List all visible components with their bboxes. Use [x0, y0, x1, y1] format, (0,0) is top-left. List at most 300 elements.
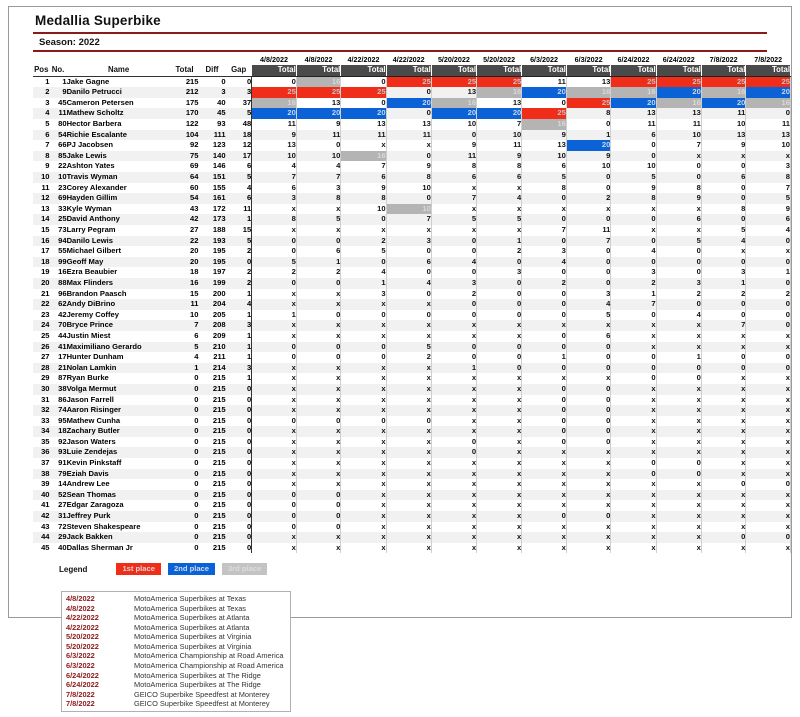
cell-event-points: 9	[746, 204, 791, 215]
cell-rider-name: Nolan Lamkin	[67, 363, 171, 374]
cell-event-points: 0	[522, 384, 567, 395]
cell-event-points: 0	[386, 87, 431, 98]
cell-total: 104	[171, 130, 199, 141]
cell-gap: 0	[226, 511, 252, 522]
cell-event-points: x	[431, 511, 476, 522]
cell-event-points: 0	[746, 479, 791, 490]
cell-gap: 0	[226, 522, 252, 533]
table-row[interactable]	[33, 469, 791, 480]
table-row[interactable]	[33, 458, 791, 469]
cell-event-points: x	[341, 426, 386, 437]
table-row[interactable]	[33, 151, 791, 162]
column-header-gap: Gap	[226, 65, 252, 76]
cell-gap: 1	[226, 331, 252, 342]
cell-event-points: x	[296, 384, 341, 395]
cell-rider-name: Justin Miest	[67, 331, 171, 342]
cell-event-points: x	[252, 225, 297, 236]
table-row[interactable]	[33, 87, 791, 98]
cell-event-points: 13	[522, 140, 567, 151]
cell-event-points: 1	[431, 363, 476, 374]
cell-event-points: 3	[611, 267, 656, 278]
list-item	[62, 671, 290, 681]
cell-event-points: x	[746, 522, 791, 533]
cell-event-points: 7	[386, 214, 431, 225]
cell-event-points: x	[341, 447, 386, 458]
cell-diff: 204	[199, 299, 226, 310]
cell-event-points: 6	[522, 161, 567, 172]
table-row[interactable]	[33, 426, 791, 437]
cell-event-points: 0	[656, 257, 701, 268]
table-row[interactable]	[33, 236, 791, 247]
cell-event-points: x	[701, 151, 746, 162]
column-header-name: Name	[67, 65, 171, 76]
cell-event-points: 11	[746, 119, 791, 130]
cell-event-points: 0	[341, 257, 386, 268]
event-name: GEICO Superbike Speedfest at Monterey	[134, 699, 270, 709]
cell-event-points: 16	[522, 119, 567, 130]
cell-event-points: 6	[611, 130, 656, 141]
cell-position: 2	[33, 87, 50, 98]
table-row[interactable]	[33, 119, 791, 130]
cell-rider-number: 11	[50, 108, 67, 119]
cell-event-points: 25	[611, 76, 656, 87]
cell-gap: 0	[226, 458, 252, 469]
cell-event-points: 9	[477, 151, 522, 162]
list-item	[62, 613, 290, 623]
table-row[interactable]	[33, 257, 791, 268]
cell-event-points: 16	[701, 87, 746, 98]
cell-event-points: 0	[746, 108, 791, 119]
cell-event-points: x	[701, 405, 746, 416]
cell-event-points: 10	[252, 151, 297, 162]
cell-rider-name: Hunter Dunham	[67, 352, 171, 363]
cell-event-points: x	[431, 331, 476, 342]
cell-position: 36	[33, 447, 50, 458]
cell-total: 10	[171, 310, 199, 321]
cell-event-points: 0	[252, 490, 297, 501]
cell-event-points: x	[341, 458, 386, 469]
cell-gap: 4	[226, 299, 252, 310]
cell-diff: 211	[199, 352, 226, 363]
cell-total: 0	[171, 490, 199, 501]
cell-event-points: 0	[701, 183, 746, 194]
cell-position: 21	[33, 289, 50, 300]
cell-event-points: 1	[701, 278, 746, 289]
cell-event-points: x	[477, 447, 522, 458]
cell-event-points: 0	[296, 140, 341, 151]
cell-rider-number: 92	[50, 437, 67, 448]
table-row[interactable]	[33, 278, 791, 289]
cell-event-points: 7	[431, 193, 476, 204]
cell-event-points: x	[746, 342, 791, 353]
cell-rider-name: Mathew Scholtz	[67, 108, 171, 119]
table-row[interactable]	[33, 405, 791, 416]
cell-event-points: x	[522, 500, 567, 511]
cell-gap: 2	[226, 278, 252, 289]
table-row[interactable]	[33, 140, 791, 151]
cell-position: 31	[33, 395, 50, 406]
cell-event-points: x	[296, 447, 341, 458]
cell-event-points: 13	[386, 119, 431, 130]
cell-total: 75	[171, 151, 199, 162]
cell-rider-name: Jason Farrell	[67, 395, 171, 406]
cell-event-points: 2	[477, 246, 522, 257]
table-row[interactable]	[33, 193, 791, 204]
cell-event-points: 0	[566, 405, 611, 416]
cell-total: 0	[171, 522, 199, 533]
cell-event-points: 11	[252, 119, 297, 130]
cell-rider-number: 94	[50, 236, 67, 247]
cell-rider-number: 85	[50, 151, 67, 162]
cell-event-points: 6	[341, 172, 386, 183]
cell-total: 0	[171, 458, 199, 469]
cell-event-points: 0	[656, 246, 701, 257]
cell-event-points: 13	[611, 108, 656, 119]
cell-event-points: x	[477, 437, 522, 448]
cell-position: 7	[33, 140, 50, 151]
cell-event-points: 1	[522, 352, 567, 363]
cell-event-points: 0	[656, 161, 701, 172]
cell-position: 16	[33, 236, 50, 247]
cell-event-points: 0	[522, 426, 567, 437]
cell-event-points: x	[252, 479, 297, 490]
cell-gap: 6	[226, 193, 252, 204]
cell-event-points: 0	[522, 310, 567, 321]
cell-event-points: x	[386, 363, 431, 374]
cell-event-points: 2	[611, 278, 656, 289]
cell-event-points: x	[522, 532, 567, 543]
table-row[interactable]	[33, 289, 791, 300]
cell-rider-name: Max Flinders	[67, 278, 171, 289]
cell-gap: 0	[226, 469, 252, 480]
cell-event-points: 0	[477, 289, 522, 300]
cell-event-points: x	[431, 543, 476, 554]
cell-event-points: x	[252, 384, 297, 395]
cell-event-points: x	[522, 447, 567, 458]
table-row[interactable]	[33, 98, 791, 109]
cell-position: 37	[33, 458, 50, 469]
cell-event-points: x	[252, 437, 297, 448]
cell-event-points: 1	[656, 352, 701, 363]
cell-event-points: x	[341, 405, 386, 416]
cell-rider-name: Andy DiBrino	[67, 299, 171, 310]
cell-event-points: x	[477, 543, 522, 554]
cell-event-points: x	[431, 469, 476, 480]
cell-event-points: x	[656, 522, 701, 533]
cell-event-points: 7	[656, 140, 701, 151]
table-row[interactable]	[33, 214, 791, 225]
table-row[interactable]	[33, 522, 791, 533]
cell-total: 215	[171, 76, 199, 87]
cell-position: 14	[33, 214, 50, 225]
cell-event-points: 0	[611, 363, 656, 374]
cell-rider-name: Kevin Pinkstaff	[67, 458, 171, 469]
cell-total: 69	[171, 161, 199, 172]
cell-diff: 111	[199, 130, 226, 141]
cell-event-points: x	[386, 522, 431, 533]
table-row[interactable]	[33, 320, 791, 331]
cell-event-points: 0	[611, 310, 656, 321]
table-row[interactable]	[33, 267, 791, 278]
cell-rider-name: Jake Lewis	[67, 151, 171, 162]
cell-event-points: 25	[477, 76, 522, 87]
table-row[interactable]	[33, 161, 791, 172]
cell-event-points: 0	[296, 500, 341, 511]
table-row[interactable]	[33, 310, 791, 321]
cell-event-points: 0	[701, 352, 746, 363]
cell-event-points: 0	[701, 310, 746, 321]
cell-event-points: 4	[656, 310, 701, 321]
cell-event-points: 9	[656, 193, 701, 204]
cell-event-points: x	[566, 469, 611, 480]
cell-event-points: 20	[611, 98, 656, 109]
table-row[interactable]	[33, 395, 791, 406]
cell-event-points: 5	[566, 310, 611, 321]
cell-rider-name: Hector Barbera	[67, 119, 171, 130]
cell-rider-number: 31	[50, 511, 67, 522]
event-date: 6/3/2022	[66, 651, 95, 661]
cell-rider-number: 55	[50, 246, 67, 257]
table-row[interactable]	[33, 437, 791, 448]
cell-event-points: x	[656, 437, 701, 448]
cell-total: 64	[171, 172, 199, 183]
cell-position: 29	[33, 373, 50, 384]
cell-event-points: x	[477, 426, 522, 437]
table-row[interactable]	[33, 331, 791, 342]
cell-event-points: x	[611, 426, 656, 437]
event-date-header: 7/8/2022	[754, 54, 783, 64]
standings-table	[33, 55, 791, 554]
cell-diff: 40	[199, 98, 226, 109]
cell-event-points: x	[386, 405, 431, 416]
cell-event-points: 9	[252, 130, 297, 141]
cell-event-points: 0	[341, 98, 386, 109]
table-row[interactable]	[33, 384, 791, 395]
cell-event-points: 9	[701, 140, 746, 151]
cell-gap: 1	[226, 373, 252, 384]
cell-gap: 1	[226, 342, 252, 353]
cell-event-points: 6	[386, 257, 431, 268]
cell-gap: 0	[226, 384, 252, 395]
cell-event-points: 0	[252, 76, 297, 87]
table-row[interactable]	[33, 225, 791, 236]
cell-event-points: x	[746, 500, 791, 511]
cell-position: 3	[33, 98, 50, 109]
cell-total: 0	[171, 426, 199, 437]
cell-event-points: 20	[252, 108, 297, 119]
table-row[interactable]	[33, 416, 791, 427]
table-row[interactable]	[33, 130, 791, 141]
table-row[interactable]	[33, 479, 791, 490]
table-row[interactable]	[33, 511, 791, 522]
cell-event-points: x	[701, 437, 746, 448]
cell-event-points: x	[656, 511, 701, 522]
cell-event-points: x	[341, 543, 386, 554]
cell-event-points: 0	[431, 342, 476, 353]
cell-position: 41	[33, 500, 50, 511]
event-name: GEICO Superbike Speedfest at Monterey	[134, 689, 270, 699]
event-name: MotoAmerica Superbikes at Texas	[134, 593, 247, 603]
cell-event-points: x	[656, 543, 701, 554]
cell-event-points: 4	[566, 299, 611, 310]
cell-gap: 0	[226, 543, 252, 554]
event-date-header: 5/20/2022	[437, 54, 470, 64]
cell-diff: 208	[199, 320, 226, 331]
cell-position: 43	[33, 522, 50, 533]
cell-event-points: 8	[431, 161, 476, 172]
cell-event-points: 0	[296, 352, 341, 363]
cell-event-points: 0	[252, 246, 297, 257]
cell-event-points: x	[746, 151, 791, 162]
cell-position: 27	[33, 352, 50, 363]
event-name: MotoAmerica Superbikes at Texas	[134, 603, 247, 613]
cell-event-points: x	[701, 500, 746, 511]
table-row[interactable]	[33, 246, 791, 257]
cell-event-points: 20	[296, 108, 341, 119]
cell-total: 0	[171, 405, 199, 416]
cell-total: 0	[171, 511, 199, 522]
event-name: MotoAmerica Superbikes at The Ridge	[134, 680, 261, 690]
cell-gap: 0	[226, 426, 252, 437]
cell-event-points: x	[252, 289, 297, 300]
cell-event-points: x	[431, 204, 476, 215]
cell-event-points: 3	[522, 246, 567, 257]
cell-gap: 0	[226, 532, 252, 543]
cell-position: 9	[33, 161, 50, 172]
cell-rider-name: Luie Zendejas	[67, 447, 171, 458]
cell-event-points: x	[656, 426, 701, 437]
cell-event-points: 0	[522, 511, 567, 522]
cell-event-points: x	[701, 395, 746, 406]
cell-event-points: x	[296, 405, 341, 416]
list-item	[62, 632, 290, 642]
cell-event-points: 4	[701, 236, 746, 247]
table-row[interactable]	[33, 204, 791, 215]
cell-event-points: x	[386, 437, 431, 448]
table-row[interactable]	[33, 373, 791, 384]
table-row[interactable]	[33, 342, 791, 353]
cell-event-points: 0	[522, 437, 567, 448]
table-row[interactable]	[33, 108, 791, 119]
cell-event-points: 0	[386, 289, 431, 300]
cell-event-points: 0	[566, 363, 611, 374]
cell-event-points: 7	[477, 119, 522, 130]
cell-event-points: 10	[746, 140, 791, 151]
cell-event-points: x	[296, 363, 341, 374]
table-row[interactable]	[33, 532, 791, 543]
cell-total: 122	[171, 119, 199, 130]
table-row[interactable]	[33, 500, 791, 511]
cell-event-points: 0	[296, 522, 341, 533]
column-header-pos: Pos	[33, 65, 50, 76]
cell-event-points: x	[701, 342, 746, 353]
cell-event-points: x	[701, 490, 746, 501]
cell-rider-number: 54	[50, 130, 67, 141]
cell-event-points: 3	[296, 183, 341, 194]
table-row[interactable]	[33, 299, 791, 310]
cell-gap: 0	[226, 437, 252, 448]
cell-event-points: x	[656, 384, 701, 395]
cell-event-points: 3	[431, 278, 476, 289]
cell-event-points: x	[477, 532, 522, 543]
cell-event-points: x	[611, 342, 656, 353]
cell-event-points: 16	[296, 76, 341, 87]
cell-event-points: 25	[386, 76, 431, 87]
cell-position: 19	[33, 267, 50, 278]
cell-event-points: x	[386, 140, 431, 151]
table-row[interactable]	[33, 352, 791, 363]
table-row[interactable]	[33, 76, 791, 87]
table-row[interactable]	[33, 543, 791, 554]
legend-third-place-chip: 3rd place	[222, 563, 267, 575]
cell-position: 28	[33, 363, 50, 374]
cell-diff: 140	[199, 151, 226, 162]
list-item	[62, 623, 290, 633]
cell-position: 40	[33, 490, 50, 501]
cell-gap: 5	[226, 236, 252, 247]
table-row[interactable]	[33, 172, 791, 183]
table-row[interactable]	[33, 183, 791, 194]
event-date: 6/3/2022	[66, 661, 95, 671]
cell-rider-number: 69	[50, 193, 67, 204]
cell-event-points: 0	[611, 151, 656, 162]
cell-event-points: x	[296, 532, 341, 543]
cell-rider-name: Hayden Gillim	[67, 193, 171, 204]
cell-event-points: 11	[656, 119, 701, 130]
cell-gap: 0	[226, 416, 252, 427]
cell-event-points: 16	[341, 151, 386, 162]
column-header-diff: Diff	[199, 65, 226, 76]
table-row[interactable]	[33, 363, 791, 374]
cell-rider-number: 38	[50, 384, 67, 395]
cell-event-points: x	[701, 458, 746, 469]
cell-event-points: x	[522, 479, 567, 490]
cell-event-points: x	[252, 532, 297, 543]
cell-gap: 2	[226, 246, 252, 257]
cell-event-points: 8	[296, 193, 341, 204]
column-header-row	[33, 65, 791, 76]
cell-event-points: x	[386, 511, 431, 522]
cell-gap: 6	[226, 161, 252, 172]
cell-event-points: 0	[701, 161, 746, 172]
cell-event-points: 9	[566, 151, 611, 162]
cell-event-points: 0	[341, 342, 386, 353]
cell-event-points: x	[341, 395, 386, 406]
table-row[interactable]	[33, 447, 791, 458]
event-list-table	[62, 594, 290, 709]
cell-event-points: 0	[746, 320, 791, 331]
event-list-panel	[61, 591, 291, 712]
cell-position: 35	[33, 437, 50, 448]
cell-total: 0	[171, 479, 199, 490]
cell-event-points: 0	[611, 469, 656, 480]
cell-rider-number: 23	[50, 183, 67, 194]
column-header-event-total: Total	[611, 65, 656, 76]
cell-event-points: 9	[386, 161, 431, 172]
event-date: 4/22/2022	[66, 613, 99, 623]
cell-event-points: 4	[386, 278, 431, 289]
cell-event-points: x	[566, 522, 611, 533]
cell-position: 10	[33, 172, 50, 183]
table-row[interactable]	[33, 490, 791, 501]
cell-event-points: x	[701, 469, 746, 480]
cell-event-points: 8	[611, 193, 656, 204]
cell-event-points: x	[386, 320, 431, 331]
event-name: MotoAmerica Superbikes at Atlanta	[134, 622, 250, 632]
cell-event-points: x	[611, 225, 656, 236]
cell-event-points: x	[611, 479, 656, 490]
cell-event-points: 0	[701, 214, 746, 225]
